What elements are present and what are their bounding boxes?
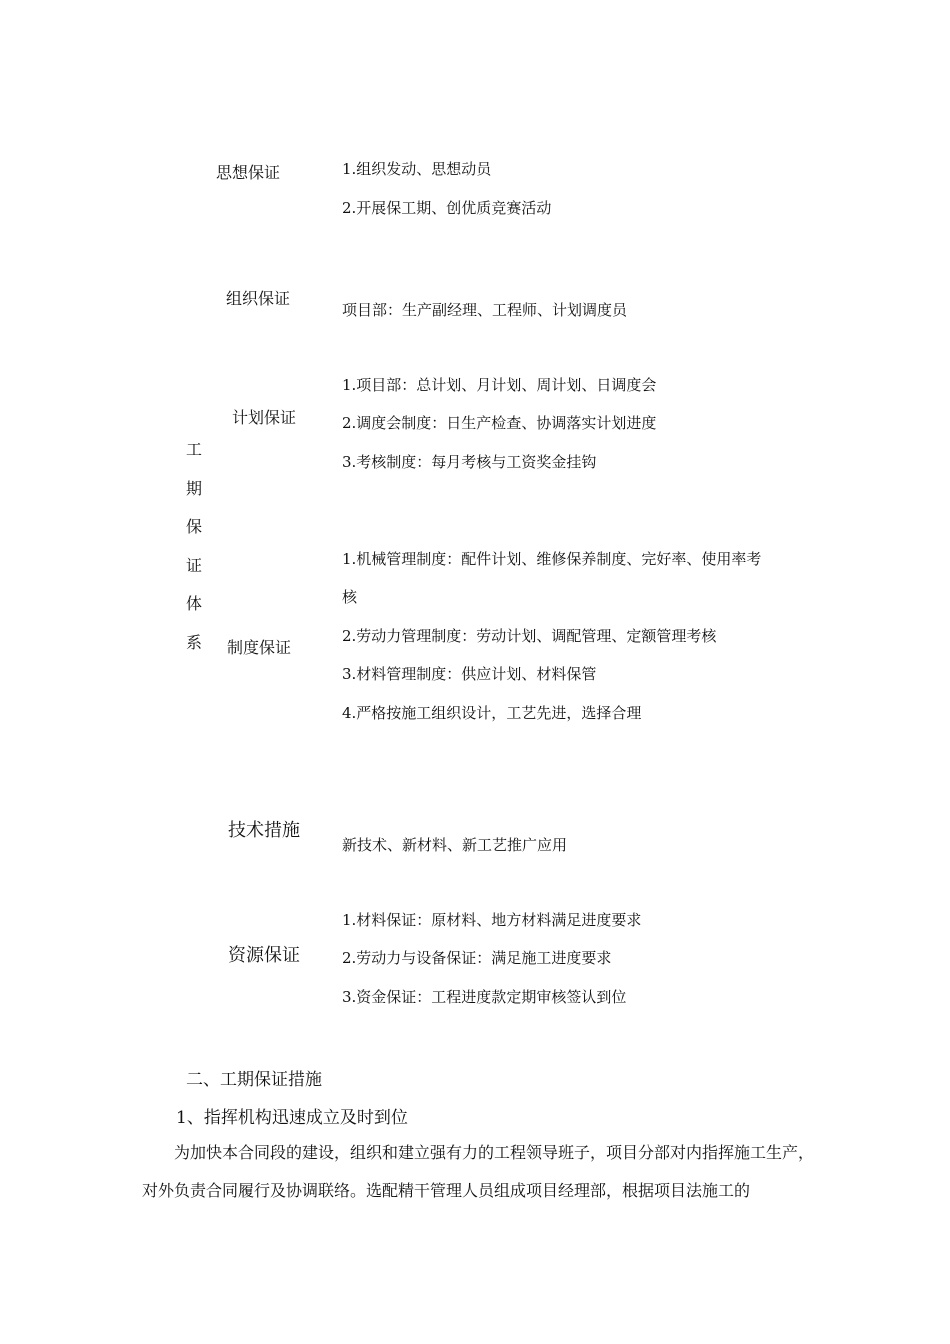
group-label-system: 制度保证 <box>227 638 292 657</box>
group-label-technical: 技术措施 <box>228 820 300 841</box>
system-label-char: 保 <box>185 517 202 536</box>
group-item: 项目部：生产副经理、工程师、计划调度员 <box>342 301 628 319</box>
system-label-vertical <box>184 440 204 671</box>
system-label-char: 体 <box>185 594 202 613</box>
group-item: 2.劳动力管理制度：劳动计划、调配管理、定额管理考核 <box>342 627 717 645</box>
section-title: 二、工期保证措施 <box>186 1070 322 1090</box>
group-item: 核 <box>342 588 358 606</box>
section-subtitle: 1、指挥机构迅速成立及时到位 <box>176 1108 408 1128</box>
group-item: 1.材料保证：原材料、地方材料满足进度要求 <box>342 911 642 929</box>
group-item: 2.调度会制度：日生产检查、协调落实计划进度 <box>342 414 657 432</box>
group-label-ideology: 思想保证 <box>216 163 281 182</box>
group-item: 2.劳动力与设备保证：满足施工进度要求 <box>342 949 612 967</box>
system-label-char: 证 <box>185 555 202 575</box>
group-item: 4.严格按施工组织设计，工艺先进，选择合理 <box>342 704 642 722</box>
system-label-char: 期 <box>185 478 202 498</box>
group-item: 1.机械管理制度：配件计划、维修保养制度、完好率、使用率考 <box>342 550 762 568</box>
system-label-char: 系 <box>185 632 202 652</box>
group-label-plan: 计划保证 <box>232 408 297 427</box>
group-item: 3.资金保证：工程进度款定期审核签认到位 <box>342 988 627 1006</box>
group-label-resources: 资源保证 <box>228 945 300 966</box>
group-item: 3.材料管理制度：供应计划、材料保管 <box>342 665 597 683</box>
group-item: 新技术、新材料、新工艺推广应用 <box>342 836 568 854</box>
system-label-char: 工 <box>185 440 202 459</box>
section-paragraph: 为加快本合同段的建设，组织和建立强有力的工程领导班子，项目分部对内指挥施工生产，对外负责合同履行及协调联络。选配精干管理人员组成项目经理部，根据项目法施工的 <box>142 1143 815 1200</box>
group-label-organization: 组织保证 <box>226 289 291 308</box>
group-item: 3.考核制度：每月考核与工资奖金挂钩 <box>342 453 597 471</box>
group-item: 1.组织发动、思想动员 <box>342 160 492 178</box>
group-item: 2.开展保工期、创优质竞赛活动 <box>342 199 552 217</box>
group-item: 1.项目部：总计划、月计划、周计划、日调度会 <box>342 376 657 394</box>
